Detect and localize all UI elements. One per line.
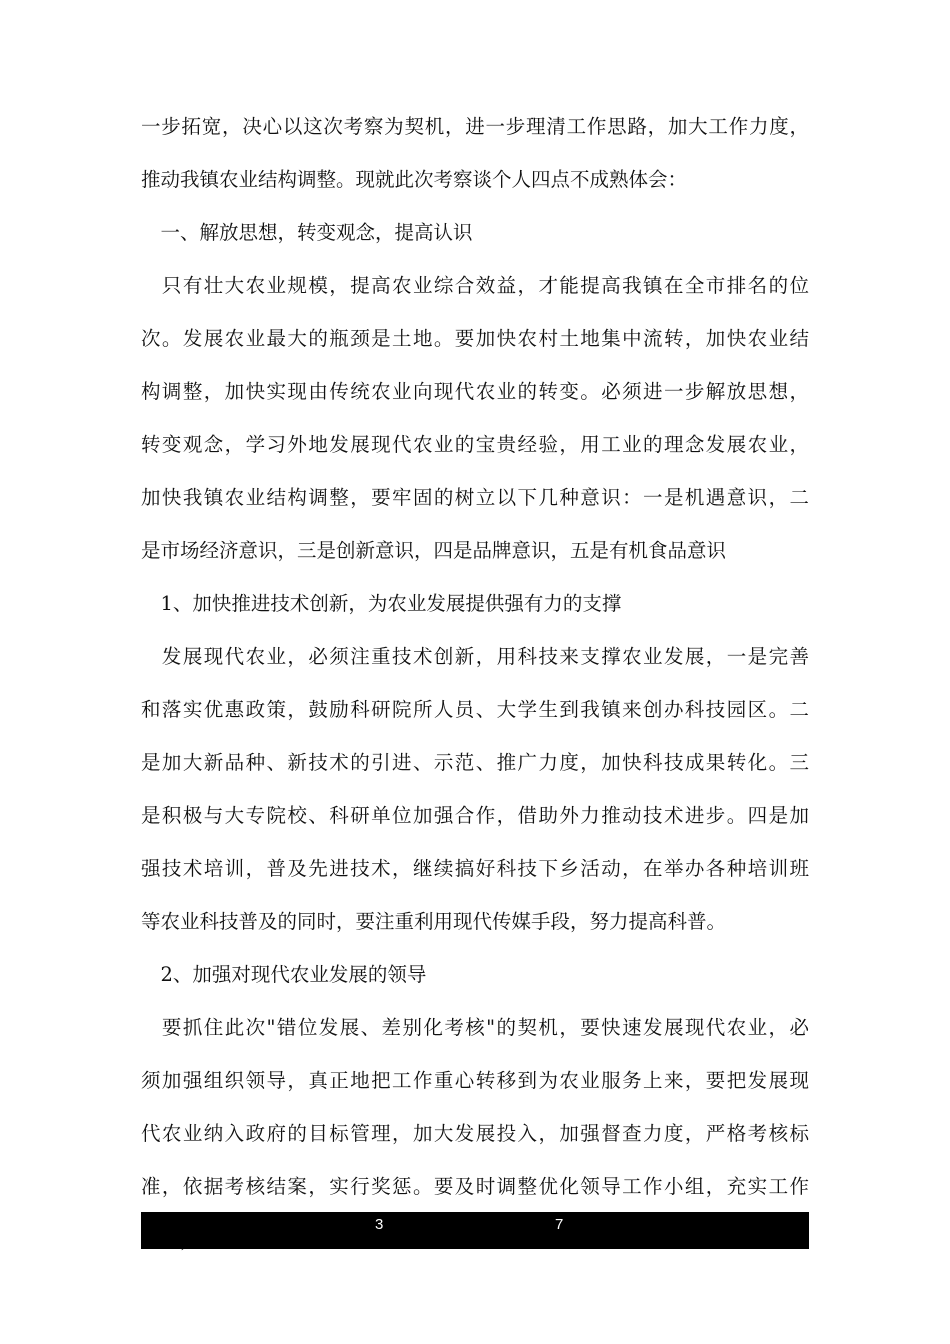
text-line: 是加大新品种、新技术的引进、示范、推广力度，加快科技成果转化。三 bbox=[141, 751, 809, 774]
text-line: 是市场经济意识，三是创新意识，四是品牌意识，五是有机食品意识 bbox=[141, 539, 727, 562]
text-line: 构调整，加快实现由传统农业向现代农业的转变。必须进一步解放思想， bbox=[141, 380, 809, 403]
text-line: 转变观念，学习外地发展现代农业的宝贵经验，用工业的理念发展农业， bbox=[141, 433, 809, 456]
text-line: 只有壮大农业规模，提高农业综合效益，才能提高我镇在全市排名的位 bbox=[141, 274, 809, 297]
page-number-total: 7 bbox=[555, 1216, 564, 1233]
page-footer bbox=[141, 1212, 809, 1249]
text-line: 是积极与大专院校、科研单位加强合作，借助外力推动技术进步。四是加 bbox=[141, 804, 809, 827]
text-line: 次。发展农业最大的瓶颈是土地。要加快农村土地集中流转，加快农业结 bbox=[141, 327, 809, 350]
text-line: 一、解放思想，转变观念，提高认识 bbox=[141, 221, 473, 244]
text-line: 须加强组织领导，真正地把工作重心转移到为农业服务上来，要把发展现 bbox=[141, 1069, 809, 1092]
text-line: 1、加快推进技术创新，为农业发展提供强有力的支撑 bbox=[141, 592, 622, 615]
text-line: 准，依据考核结案，实行奖惩。要及时调整优化领导工作小组，充实工作 bbox=[141, 1175, 809, 1198]
text-line: 强技术培训，普及先进技术，继续搞好科技下乡活动，在举办各种培训班 bbox=[141, 857, 809, 880]
text-line: 发展现代农业，必须注重技术创新，用科技来支撑农业发展，一是完善 bbox=[141, 645, 809, 668]
text-line: 加快我镇农业结构调整，要牢固的树立以下几种意识：一是机遇意识，二 bbox=[141, 486, 809, 509]
text-line: 一步拓宽，决心以这次考察为契机，进一步理清工作思路，加大工作力度， bbox=[141, 115, 809, 138]
text-line: 2、加强对现代农业发展的领导 bbox=[141, 963, 427, 986]
document-body bbox=[141, 100, 809, 1266]
page-number-current: 3 bbox=[375, 1216, 384, 1233]
text-line: 推动我镇农业结构调整。现就此次考察谈个人四点不成熟体会： bbox=[141, 168, 688, 191]
text-line: 要抓住此次"错位发展、差别化考核"的契机，要快速发展现代农业，必 bbox=[141, 1016, 809, 1039]
text-line: 等农业科技普及的同时，要注重利用现代传媒手段，努力提高科普。 bbox=[141, 910, 727, 933]
text-line: 代农业纳入政府的目标管理，加大发展投入，加强督查力度，严格考核标 bbox=[141, 1122, 809, 1145]
text-line: 和落实优惠政策，鼓励科研院所人员、大学生到我镇来创办科技园区。二 bbox=[141, 698, 809, 721]
